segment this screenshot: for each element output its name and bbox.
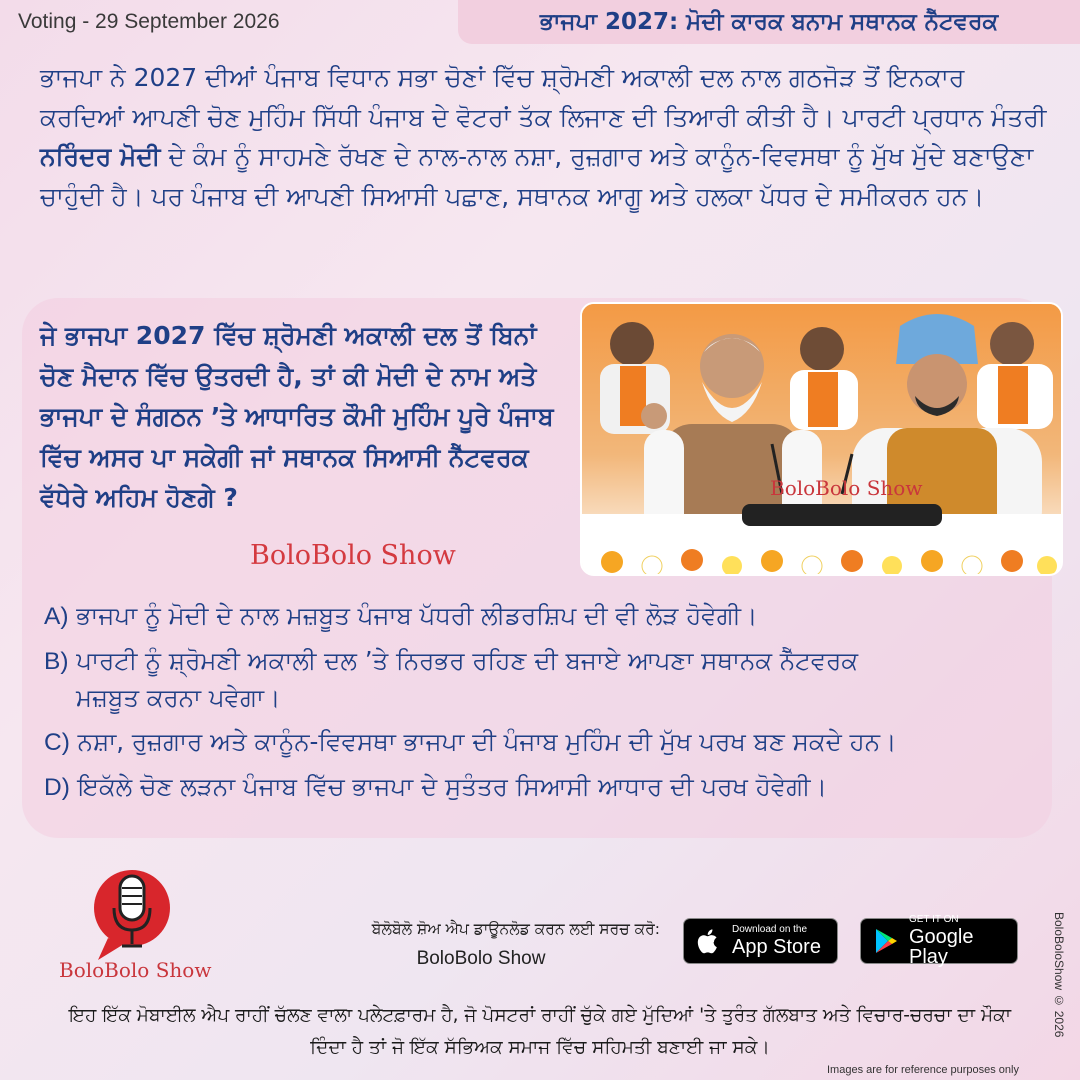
option-a[interactable] xyxy=(44,598,1044,635)
option-text: ਭਾਜਪਾ ਨੂੰ ਮੋਦੀ ਦੇ ਨਾਲ ਮਜ਼ਬੂਤ ਪੰਜਾਬ ਪੱਧਰੀ ਲੀਡਰਸ਼ਿਪ ਦੀ ਵੀ ਲੋੜ ਹੋਵੇਗੀ। xyxy=(76,601,758,630)
option-text: ਨਸ਼ਾ, ਰੁਜ਼ਗਾਰ ਅਤੇ ਕਾਨੂੰਨ-ਵਿਵਸਥਾ ਭਾਜਪਾ ਦੀ ਪੰਜਾਬ ਮੁਹਿੰਮ ਦੀ ਮੁੱਖ ਪਰਖ ਬਣ ਸਕਦੇ ਹਨ। xyxy=(77,727,897,756)
option-c[interactable] xyxy=(44,724,1044,761)
app-store-label: App Store xyxy=(732,936,821,958)
footer-description: ਇਹ ਇੱਕ ਮੋਬਾਈਲ ਐਪ ਰਾਹੀਂ ਚੱਲਣ ਵਾਲਾ ਪਲੇਟਫ਼ਾਰਮ ਹੈ, ਜੋ ਪੋਸਟਰਾਂ ਰਾਹੀਂ ਚੁੱਕੇ ਗਏ ਮੁੱਦਿਆਂ 'ਤੇ ਤੁਰੰਤ ਗੱਲਬਾਤ ਅਤੇ ਵਿਚਾਰ-ਚਰਚਾ ਦਾ ਮੌਕਾ ਦਿੰਦਾ ਹੈ ਤਾਂ ਜੋ ਇੱਕ ਸੱਭਿਅਕ ਸਮਾਜ ਵਿੱਚ ਸਹਿਮਤੀ ਬਣਾਈ ਜਾ ਸਕੇ। xyxy=(68,1005,1012,1058)
intro-text-part2: ਦੇ ਕੰਮ ਨੂੰ ਸਾਹਮਣੇ ਰੱਖਣ ਦੇ ਨਾਲ-ਨਾਲ ਨਸ਼ਾ, ਰੁਜ਼ਗਾਰ ਅਤੇ ਕਾਨੂੰਨ-ਵਿਵਸਥਾ ਨੂੰ ਮੁੱਖ ਮੁੱਦੇ ਬਣਾਉਣਾ ਚਾਹੁੰਦੀ ਹੈ। ਪਰ ਪੰਜਾਬ ਦੀ ਆਪਣੀ ਸਿਆਸੀ ਪਛਾਣ, ਸਥਾਨਕ ਆਗੂ ਅਤੇ ਹਲਕਾ ਪੱਧਰ ਦੇ ਸਮੀਕਰਨ ਹਨ। xyxy=(40,142,1034,211)
google-play-small-label: GET IT ON xyxy=(909,914,959,925)
google-play-icon xyxy=(871,926,901,956)
intro-highlight-name: ਨਰਿੰਦਰ ਮੋਦੀ xyxy=(40,142,161,171)
poll-options xyxy=(44,598,1044,814)
news-photo xyxy=(580,302,1063,576)
image-disclaimer: Images are for reference purposes only xyxy=(827,1064,1019,1076)
copyright-text: BoloBoloShow © 2026 xyxy=(1052,912,1066,1038)
search-term: BoloBolo Show xyxy=(416,948,546,969)
option-letter: B) xyxy=(44,648,69,675)
title-bar xyxy=(458,0,1080,44)
intro-paragraph xyxy=(40,58,1050,216)
poll-question: ਜੇ ਭਾਜਪਾ 2027 ਵਿੱਚ ਸ਼੍ਰੋਮਣੀ ਅਕਾਲੀ ਦਲ ਤੋਂ ਬਿਨਾਂ ਚੋਣ ਮੈਦਾਨ ਵਿੱਚ ਉਤਰਦੀ ਹੈ, ਤਾਂ ਕੀ ਮੋਦੀ ਦੇ ਨਾਮ ਅਤੇ ਭਾਜਪਾ ਦੇ ਸੰਗਠਨ ’ਤੇ ਆਧਾਰਿਤ ਕੌਮੀ ਮੁਹਿੰਮ ਪੂਰੇ ਪੰਜਾਬ ਵਿੱਚ ਅਸਰ ਪਾ ਸਕੇਗੀ ਜਾਂ ਸਥਾਨਕ ਸਿਆਸੀ ਨੈੱਟਵਰਕ ਵੱਧੇਰੇ ਅਹਿਮ ਹੋਣਗੇ ? xyxy=(40,321,554,512)
apple-icon xyxy=(694,926,724,956)
option-text-continued: ਮਜ਼ਬੂਤ ਕਰਨਾ ਪਵੇਗਾ। xyxy=(76,683,281,712)
photo-watermark: BoloBolo Show xyxy=(770,476,923,500)
option-text: ਪਾਰਟੀ ਨੂੰ ਸ਼੍ਰੋਮਣੀ ਅਕਾਲੀ ਦਲ ’ਤੇ ਨਿਰਭਰ ਰਹਿਣ ਦੀ ਬਜਾਏ ਆਪਣਾ ਸਥਾਨਕ ਨੈੱਟਵਰਕ xyxy=(76,646,859,675)
google-play-label: Google Play xyxy=(909,926,974,968)
photo-illustration xyxy=(582,304,1063,576)
option-d[interactable] xyxy=(44,769,1044,806)
page-title: ਭਾਜਪਾ 2027: ਮੋਦੀ ਕਾਰਕ ਬਨਾਮ ਸਥਾਨਕ ਨੈੱਟਵਰਕ xyxy=(539,9,999,35)
download-instruction: ਬੋਲੋਬੋਲੋ ਸ਼ੋਅ ਐਪ ਡਾਊਨਲੋਡ ਕਰਨ ਲਈ ਸਰਚ ਕਰੋ: xyxy=(371,920,660,938)
option-letter: A) xyxy=(44,603,69,630)
microphone-icon xyxy=(58,868,218,968)
google-play-button[interactable] xyxy=(860,914,1018,968)
option-text: ਇਕੱਲੇ ਚੋਣ ਲੜਨਾ ਪੰਜਾਬ ਵਿੱਚ ਭਾਜਪਾ ਦੇ ਸੁਤੰਤਰ ਸਿਆਸੀ ਆਧਾਰ ਦੀ ਪਰਖ ਹੋਵੇਗੀ। xyxy=(77,772,828,801)
app-store-small-label: Download on the xyxy=(732,924,808,935)
date-label: Voting - 29 September 2026 xyxy=(18,10,280,33)
option-letter: D) xyxy=(44,774,70,801)
app-store-button[interactable] xyxy=(683,918,838,964)
intro-text-part1: ਭਾਜਪਾ ਨੇ 2027 ਦੀਆਂ ਪੰਜਾਬ ਵਿਧਾਨ ਸਭਾ ਚੋਣਾਂ ਵਿੱਚ ਸ਼੍ਰੋਮਣੀ ਅਕਾਲੀ ਦਲ ਨਾਲ ਗਠਜੋੜ ਤੋਂ ਇਨਕਾਰ ਕਰਦਿਆਂ ਆਪਣੀ ਚੋਣ ਮੁਹਿੰਮ ਸਿੱਧੀ ਪੰਜਾਬ ਦੇ ਵੋਟਰਾਂ ਤੱਕ ਲਿਜਾਣ ਦੀ ਤਿਆਰੀ ਕੀਤੀ ਹੈ। ਪਾਰਟੀ ਪ੍ਰਧਾਨ ਮੰਤਰੀ xyxy=(40,63,1047,132)
logo-text: BoloBolo Show xyxy=(59,958,212,982)
brand-watermark: BoloBolo Show xyxy=(250,540,456,571)
option-b[interactable] xyxy=(44,643,1044,716)
option-letter: C) xyxy=(44,729,70,756)
